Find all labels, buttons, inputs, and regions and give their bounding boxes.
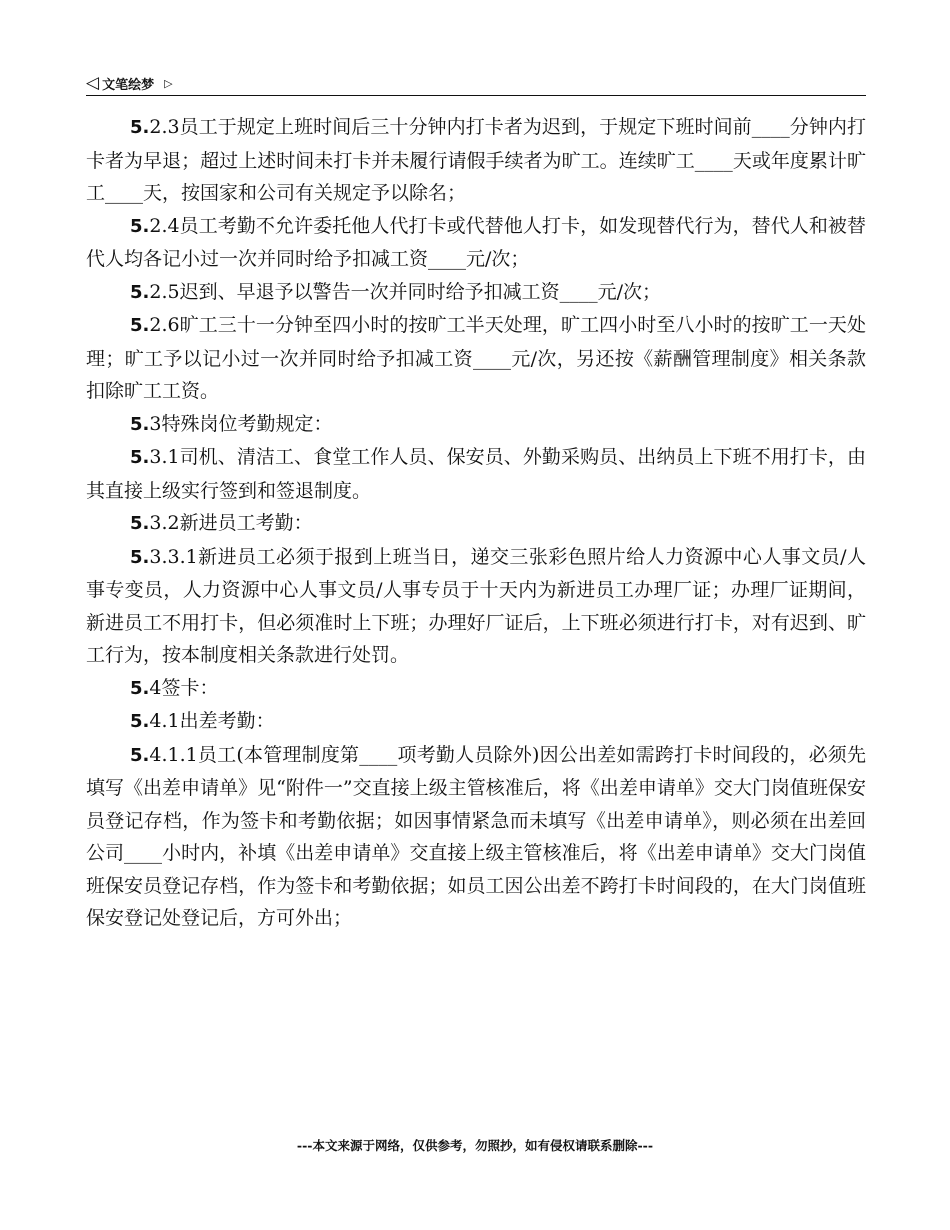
triangle-left-icon: ◁: [86, 72, 100, 93]
paragraph-text: 3.3.1新进员工必须于报到上班当日，递交三张彩色照片给人力资源中心人事文员/人事专变员，人力资源中心人事文员/人事专员于十天内为新进员工办理厂证；办理厂证期间，新进员工不用打卡，但必须准时上下班；办理好厂证后，上下班必须进行打卡，对有迟到、旷工行为，按本制度相关条款进行处罚。: [86, 545, 866, 666]
paragraph-5-3-1: [86, 441, 866, 507]
paragraph-text: 2.5迟到、早退予以警告一次并同时给予扣减工资____元/次；: [149, 280, 661, 303]
section-number: 5.: [130, 744, 150, 766]
paragraph-text: 2.3员工于规定上班时间后三十分钟内打卡者为迟到，于规定下班时间前____分钟内打卡者为早退；超过上述时间未打卡并未履行请假手续者为旷工。连续旷工____天或年度累计旷工____天，按国家和公司有关规定予以除名；: [86, 116, 866, 204]
paragraph-5-4-1-1: [86, 739, 866, 935]
paragraph-text: 2.4员工考勤不允许委托他人代打卡或代替他人打卡，如发现替代行为，替代人和被替代人均各记小过一次并同时给予扣减工资____元/次；: [86, 214, 866, 270]
section-number: 5.: [130, 315, 150, 336]
header-title: 文笔绘梦: [102, 77, 155, 93]
document-body: [86, 111, 866, 935]
paragraph-text: 3.2新进员工考勤：: [149, 512, 313, 534]
page-footer: ---本文来源于网络，仅供参考，勿照抄，如有侵权请联系删除---: [296, 1138, 654, 1153]
paragraph-text: 4签卡：: [149, 676, 219, 699]
paragraph-5-3-2: [86, 507, 866, 541]
section-number: 5.: [130, 215, 150, 237]
triangle-right-icon: ▷: [164, 76, 173, 90]
paragraph-text: 4.1出差考勤：: [149, 710, 275, 732]
section-number: 5.: [130, 513, 150, 534]
paragraph-5-2-5: [86, 276, 866, 310]
section-number: 5.: [130, 281, 150, 303]
paragraph-text: 3.1司机、清洁工、食堂工作人员、保安员、外勤采购员、出纳员上下班不用打卡，由其直接上级实行签到和签退制度。: [86, 446, 866, 502]
paragraph-text: 4.1.1员工(本管理制度第____项考勤人员除外)因公出差如需跨打卡时间段的，必须先填写《出差申请单》见“附件一”交直接上级主管核准后，将《出差申请单》交大门岗值班保安员登记存档，作为签卡和考勤依据；如因事情紧急而未填写《出差申请单》，则必须在出差回公司____小时内，补填《出差申请单》交直接上级主管核准后，将《出差申请单》交大门岗值班保安员登记存档，作为签卡和考勤依据；如员工因公出差不跨打卡时间段的，在大门岗值班保安登记处登记后，方可外出；: [86, 743, 866, 929]
paragraph-text: 3特殊岗位考勤规定：: [149, 412, 333, 435]
section-number: 5.: [130, 546, 150, 568]
section-number: 5.: [130, 447, 150, 468]
section-number: 5.: [130, 117, 150, 138]
paragraph-5-2-6: [86, 309, 866, 408]
paragraph-5-4: [86, 672, 866, 706]
paragraph-5-2-3: [86, 111, 866, 210]
paragraph-5-3-3-1: [86, 541, 866, 672]
paragraph-5-2-4: [86, 210, 866, 276]
section-number: 5.: [130, 677, 150, 699]
paragraph-5-3: [86, 408, 866, 442]
page-header: [86, 71, 866, 96]
section-number: 5.: [130, 413, 150, 435]
section-number: 5.: [130, 711, 150, 732]
paragraph-5-4-1: [86, 705, 866, 739]
paragraph-text: 2.6旷工三十一分钟至四小时的按旷工半天处理，旷工四小时至八小时的按旷工一天处理；旷工予以记小过一次并同时给予扣减工资____元/次，另还按《薪酬管理制度》相关条款扣除旷工工资。: [86, 314, 866, 402]
